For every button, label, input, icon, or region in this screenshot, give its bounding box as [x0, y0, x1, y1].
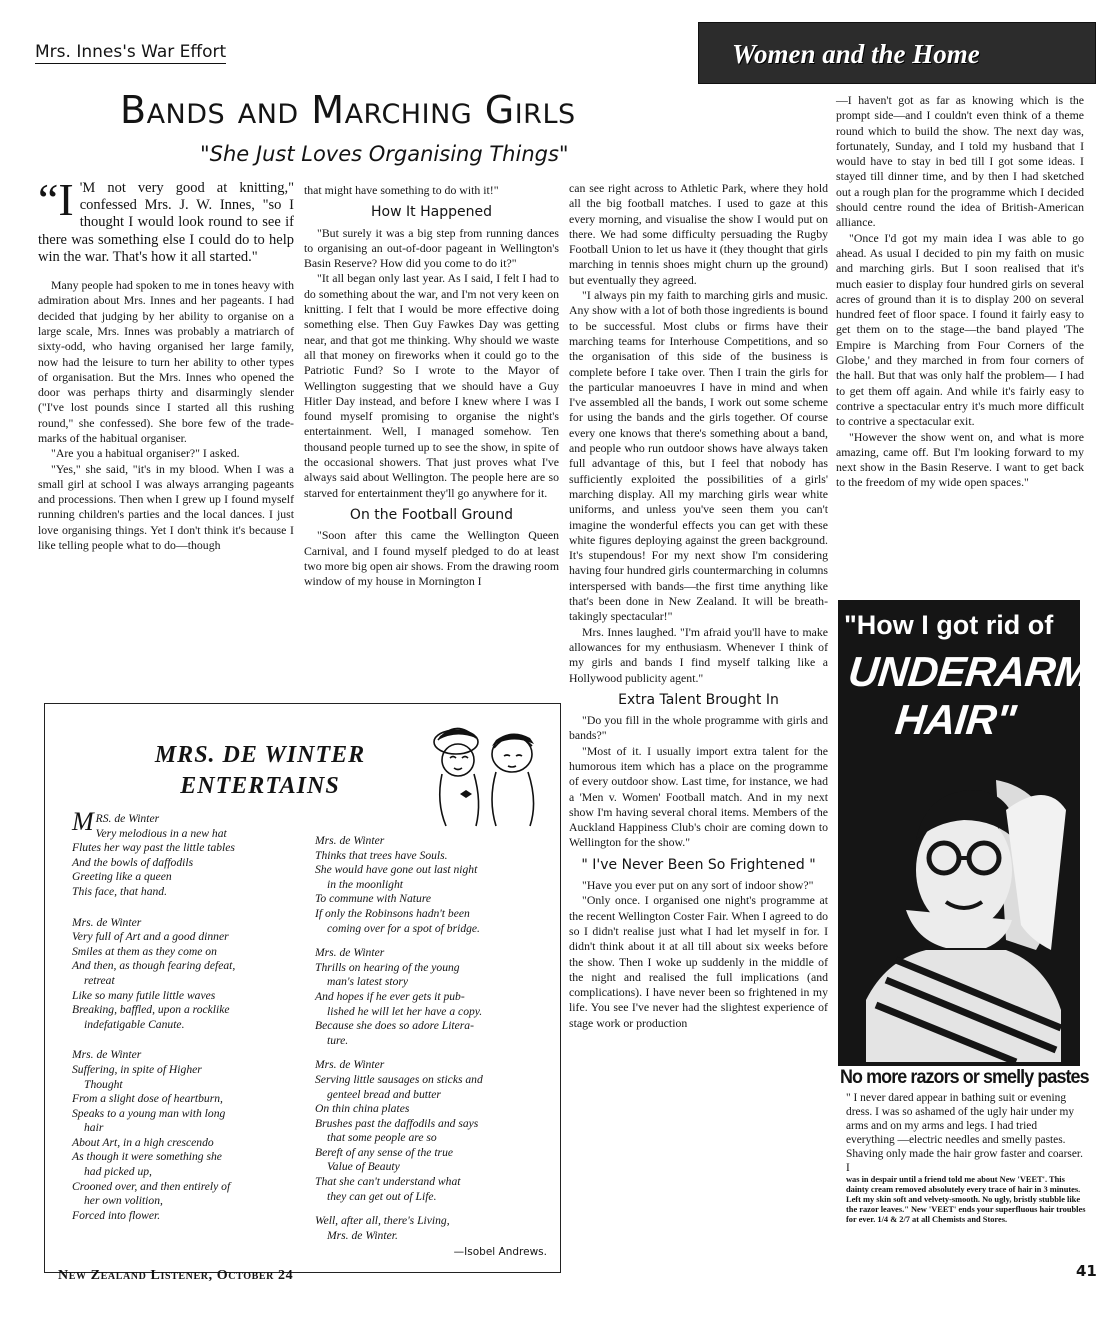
poem-line: retreat	[84, 973, 115, 987]
poem-line: man's latest story	[327, 975, 409, 989]
poem-line: Mrs. de Winter.	[327, 1228, 398, 1242]
poem-line: Because she does so adore Litera-	[315, 1019, 474, 1033]
poem-drop-cap: M	[72, 807, 94, 836]
paragraph: —I haven't got as far as knowing which is the prompt side—and I couldn't even think of a theme round which to build the show. The next day was, fortunately, Sunday, and I told my husband that I would have to stay in bed till I got some ideas. I stayed till dinner time, and by then I had sketched out a rough plan for the programme which I decided should centre round the idea of British-American alliance.	[836, 93, 1084, 230]
drop-cap: “I	[38, 174, 74, 225]
paragraph: "Do you fill in the whole programme with girls and bands?"	[569, 713, 828, 743]
poem-line: If only the Robinsons hadn't been	[315, 906, 470, 920]
poem-line: Very melodious in a new hat	[95, 826, 227, 840]
poem-line: Well, after all, there's Living,	[315, 1214, 450, 1228]
subheading-extra-talent: Extra Talent Brought In	[618, 691, 779, 708]
poem-line: This face, that hand.	[72, 884, 168, 898]
poem-line: Thrills on hearing of the young	[315, 960, 460, 974]
poem-line: Smiles at them as they come on	[72, 944, 217, 958]
paragraph: "Once I'd got my main idea I was able to go ahead. As usual I decided to pin my faith on music and marching girls. But I soon realised that it's much easier to display four hundred girls on several acres of ground than it is to display 200 on several hundred feet of floor space. I found it fairly easy to get them on to the stage—the band played 'The Empire is Marching from Four Corners of the Globe,' and they marched in from four corners of the hall. But that was only half the problem— I had to get them off again. And while it's fairly easy to contrive a spectacular entry it's much more difficult to contrive a spectacular exit.	[836, 230, 1084, 429]
poem-line: Serving little sausages on sticks and	[315, 1072, 483, 1086]
ad-fine-print: was in despair until a friend told me about New 'VEET'. This dainty cream removed absolutely every trace of hair in 3 minutes. Left my skin soft and velvety-smooth. No ugly, bristly stubble like the razor leaves." New 'VEET' ends your superfluous hair troubles for ever. 1/4 & 2/7 at all Chemists and Stores.	[846, 1175, 1086, 1224]
poem-line: in the moonlight	[327, 877, 403, 891]
poem-line: her own volition,	[84, 1194, 163, 1208]
ad-body-text: " I never dared appear in bathing suit or evening dress. I was so ashamed of the ugly hair under my arms and on my arms and legs. I had tried everything —electric needles and smelly pastes. Shaving only made the hair grow faster and coarser. I	[846, 1092, 1083, 1174]
poem-line: Mrs. de Winter	[72, 915, 142, 929]
poem-line: that some people are so	[327, 1131, 437, 1145]
poem-line: ture.	[327, 1033, 349, 1047]
poem-line: To commune with Nature	[315, 892, 432, 906]
poem-line: Speaks to a young man with long	[72, 1106, 226, 1120]
poem-line: Thought	[84, 1077, 123, 1091]
poem-line: Suffering, in spite of Higher	[72, 1062, 202, 1076]
ad-body	[846, 1091, 1086, 1225]
paragraph: "Soon after this came the Wellington Queen Carnival, and I found myself pledged to do at least two more big open air shows. From the drawing room window of my house in Mornington I	[304, 528, 559, 589]
ad-tagline: No more razors or smelly pastes	[840, 1066, 1089, 1088]
paragraph: can see right across to Athletic Park, where they hold all the big football matches. I used to gaze at this every morning, and visualise the show I would put on there. We had some difficulty persuading the Rugby Football Union to let us have it (they thought that girls marching in tennis shoes might churn up the ground) but eventually they agreed.	[569, 181, 828, 287]
poem-title	[100, 740, 420, 802]
page-number: 41	[1076, 1262, 1097, 1280]
poem-line: Brushes past the daffodils and says	[315, 1116, 479, 1130]
paragraph: "I always pin my faith to marching girls and music. Any show with a lot of both those ingredients is bound to be successful. Most clubs or firms have their marching teams for Interhouse Competitions, and so the organisation of this side of the business is complete before I take over. Then I train the girls for the particular manoeuvres I have in mind and when I've assembled all the bands, I work out some scheme for using the bands and the girls together. Of course every one knows that there's something about a band, and people who run outdoor shows have always taken full advantage of this, but I feel that nobody has sufficiently exploited the possibilities of a girls' marching display. All my marching girls wear white uniforms, and unless you've seen them you can't imagine the wonderful effects you can get with these white figures deploying against the green background. It's stupendous! For my next show I'm considering having four hundred girls countermarching in columns interspersed with bands—the first time anything like that's been done in New Zealand. It will be breath-takingly spectacular!"	[569, 288, 828, 624]
poem-stanza	[315, 834, 547, 936]
ad-headline-line-1: UNDERARM	[846, 648, 1093, 695]
paragraph: "Are you a habitual organiser?" I asked.	[51, 446, 240, 461]
poem-line: And then, as though fearing defeat,	[72, 959, 236, 973]
poem-line: Mrs. de Winter	[72, 1048, 142, 1062]
poem-line: Thinks that trees have Souls.	[315, 848, 448, 862]
poem-line: Value of Beauty	[327, 1160, 400, 1174]
section-banner	[698, 22, 1096, 84]
poem-line: And hopes if he ever gets it pub-	[315, 989, 465, 1003]
section-banner-label: Women and the Home	[732, 39, 980, 69]
paragraph: "Have you ever put on any sort of indoor show?"	[582, 878, 814, 893]
article-subtitle: "She Just Loves Organising Things"	[200, 142, 569, 166]
paragraph: "But surely it was a big step from running dances to organising an out-of-door pageant in Wellington's Basin Reserve? How did you come to do it?"	[304, 225, 559, 271]
subheading-frightened: " I've Never Been So Frightened "	[581, 856, 816, 873]
lead-paragraph	[38, 174, 294, 266]
paragraph: "It all began only last year. As I said, I felt I had to do something about the war, and I'm not very keen on knitting. I felt that I would be more effective doing something else. Then Guy Fawkes Day was getting near, and that got me thinking. Why should we waste all that money on fireworks when it could go to the Patriotic Fund? So I wrote to the Mayor of Wellington suggesting that we should have a Guy Hitler Day instead, and before I knew where I was I found myself promising to organise the night's entertainment. Well, I managed somehow. Ten thousand people turned up to see the show, in spite of the occasional showers. That just proves what I've always said about Wellington. The people here are so starved for entertainment they'll go anywhere for it.	[304, 271, 559, 500]
poem-line: And the bowls of daffodils	[72, 855, 194, 869]
poem-line: they can get out of Life.	[327, 1189, 437, 1203]
poem-line: From a slight dose of heartburn,	[72, 1092, 223, 1106]
paragraph: Many people had spoken to me in tones heavy with admiration about Mrs. Innes and her pageants. I had decided that judging by her ability to organise on a large scale, Mrs. Innes was probably a matriarch of sixty-odd, who having organised her large family, now had the leisure to turn her ability to other types of organisation. But the Mrs. Innes who opened the door was perhaps thirty and disarmingly slender ("I've lost pounds since I started all this rushing round," she confessed). She bore few of the trade-marks of the habitual organiser.	[38, 278, 294, 445]
poem-line: As though it were something she	[72, 1150, 222, 1164]
poem-line: indefatigable Canute.	[84, 1017, 185, 1031]
poem-line: She would have gone out last night	[315, 863, 478, 877]
poem-line: Greeting like a queen	[72, 870, 172, 884]
poem-line: Mrs. de Winter	[315, 1058, 385, 1072]
subheading-football-ground: On the Football Ground	[349, 506, 514, 523]
article-title: Bands and Marching Girls	[120, 88, 576, 132]
poem-line: Very full of Art and a good dinner	[72, 930, 229, 944]
poem-line: Flutes her way past the little tables	[72, 841, 235, 855]
poem-line: genteel bread and butter	[327, 1087, 441, 1101]
poem-line: had picked up,	[84, 1165, 152, 1179]
poem-stanza	[315, 1058, 547, 1204]
subheading-how-it-happened: How It Happened	[371, 204, 492, 221]
ad-headline-quote: "How I got rid of	[844, 610, 1054, 640]
section-kicker: Mrs. Innes's War Effort	[35, 42, 227, 62]
article-column-1	[38, 174, 294, 553]
poem-title-line-2: ENTERTAINS	[180, 773, 340, 799]
article-column-3	[569, 181, 828, 1031]
ad-headline	[841, 648, 1093, 744]
paragraph: that might have something to do with it!"	[304, 183, 499, 197]
poem-line: Crooned over, and then entirely of	[72, 1179, 231, 1193]
paragraph: "However the show went on, and what is more amazing, came off. But I'm looking forward to my next show in the Basin Reserve. I want to get back to the freedom of my wide open spaces."	[836, 429, 1084, 490]
paragraph: Mrs. Innes laughed. "I'm afraid you'll have to make allowances for my enthusiasm. Whenever I think of my girls and bands I find myself talking like a Hollywood publicity agent."	[569, 624, 828, 685]
poem-line: On thin china plates	[315, 1102, 410, 1116]
paragraph: "Most of it. I usually import extra talent for the humorous item which has a place on the programme of every outdoor show. Last time, for instance, we had a 'Men v. Women' Football match. And in my next show I'm having several choral items. Members of the Auckland Happiness Club's choir are coming down to Wellington for the show."	[569, 743, 828, 850]
poem-line: Forced into flower.	[72, 1208, 161, 1222]
poem-line: RS. de Winter	[95, 812, 160, 825]
publication-footer: New Zealand Listener, October 24	[58, 1268, 294, 1283]
poem-line: About Art, in a high crescendo	[72, 1135, 214, 1149]
poem-line: lished he will let her have a copy.	[327, 1004, 483, 1018]
poem-left-column	[72, 807, 304, 1233]
poem-right-column	[315, 834, 547, 1260]
poem-byline: —Isobel Andrews.	[453, 1246, 547, 1259]
poem-line: Breaking, baffled, upon a rocklike	[72, 1003, 230, 1017]
paragraph: "Yes," she said, "it's in my blood. When I was a small girl at school I was always arranging pageants and processions. Then when I grew up I found myself running children's parties and the local dances. I just love organising things. Yet I don't think it's because I like telling people what to do—though	[38, 461, 294, 553]
poem-line: That she can't understand what	[315, 1175, 461, 1189]
article-column-2	[304, 183, 559, 589]
ad-illustration-woman	[846, 750, 1078, 1062]
paragraph: "Only once. I organised one night's programme at the recent Wellington Coster Fair. When I agreed to do so I didn't realise just what I had let myself in for. I didn't think about it at all till about six weeks before the show. Then I woke up suddenly in the middle of the night and realised the full implications (and complications). I have never been so frightened in my life. You see I've never had the slightest experience of stage work or production	[569, 893, 828, 1030]
poem-stanza	[72, 916, 304, 1033]
poem-line: Bereft of any sense of the true	[315, 1145, 454, 1159]
poem-line: Mrs. de Winter	[315, 946, 385, 960]
poem-line: Mrs. de Winter	[315, 834, 385, 847]
poem-stanza	[315, 1214, 547, 1243]
poem-line: coming over for a spot of bridge.	[327, 921, 480, 935]
poem-illustration	[416, 710, 551, 830]
article-column-4	[836, 93, 1084, 491]
poem-stanza	[72, 1048, 304, 1223]
poem-title-line-1: MRS. DE WINTER	[154, 742, 366, 768]
poem-stanza	[315, 946, 547, 1048]
poem-line: hair	[84, 1121, 104, 1135]
poem-stanza	[72, 807, 304, 900]
ad-headline-line-2: HAIR"	[893, 696, 1019, 743]
poem-line: Like so many futile little waves	[72, 988, 216, 1002]
lead-text: 'M not very good at knitting," confessed Mrs. J. W. Innes, "so I thought I would look round to see if there was something else I could do to help win the war. That's how it all started."	[38, 180, 294, 265]
